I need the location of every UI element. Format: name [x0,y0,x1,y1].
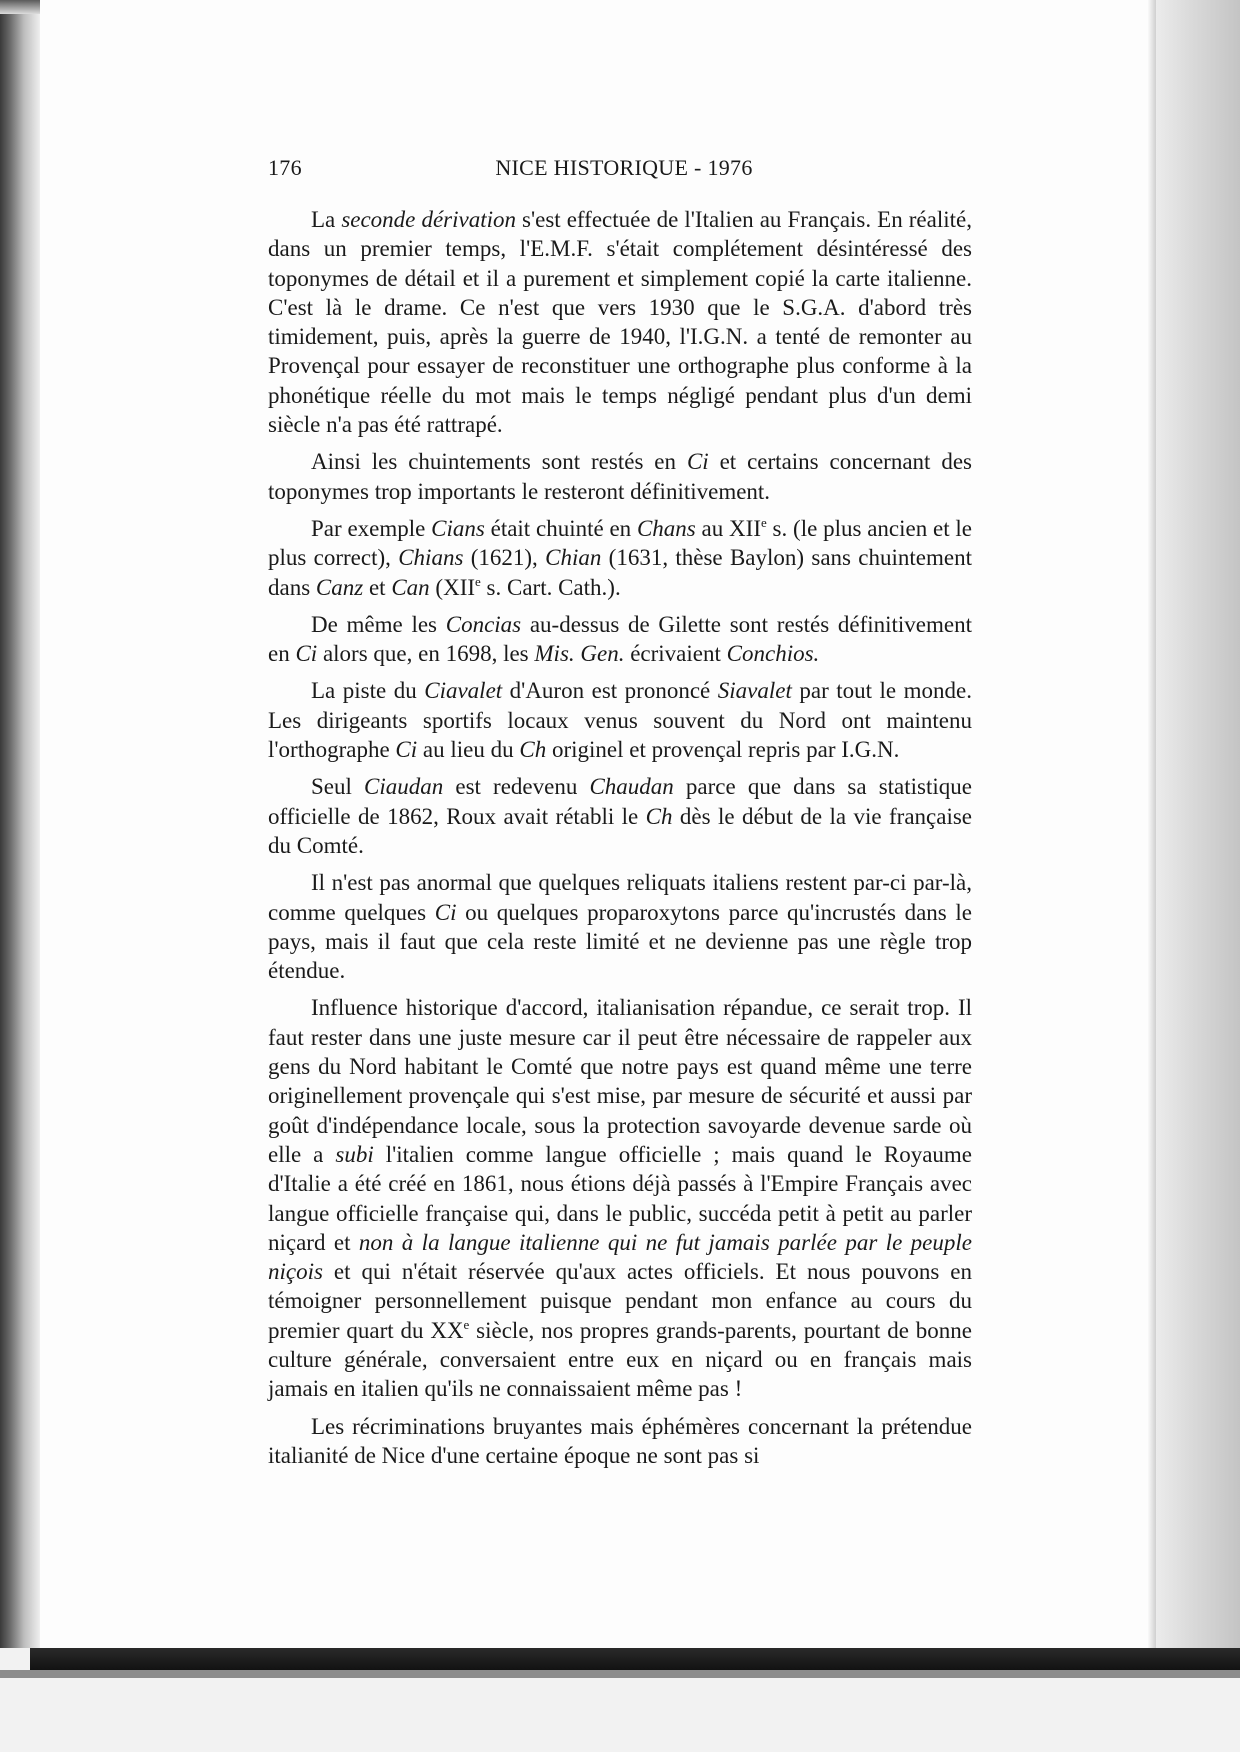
text-run: ou quelques proparoxytons parce qu'incrustés dans le pays, mais il faut que cela reste limité et ne devienne pas une règle trop étendue. [268,899,972,984]
text-run: s. (le plus ancien et le plus correct), [268,515,972,571]
paragraph [268,772,972,860]
text-run: au-dessus de Gilette sont restés définitivement en [268,611,972,667]
running-title: NICE HISTORIQUE - 1976 [495,155,753,180]
paragraph [268,447,972,506]
paragraph [268,993,972,1403]
text-run: Par exemple [311,515,432,541]
paragraph [268,1412,972,1471]
text-run: dès le début de la vie française du Comté. [268,803,972,858]
text-run: (XII [429,574,476,600]
text-run: s'est effectuée de l'Italien au Français. En réalité, dans un premier temps, l'E.M.F. s'était complétement désintéressé des toponymes de détail et il a purement et simplement copié la carte italienne. C'est là le drame. Ce n'est que vers 1930 que le S.G.A. d'abord très timidement, puis, après la guerre de 1940, l'I.G.N. a tenté de remonter au Provençal pour essayer de reconstituer une orthographe plus conforme à la phonétique réelle du mot mais le temps négligé pendant plus d'un demi siècle n'a pas été rattrapé. [268,207,972,438]
italic-text: Ciaudan [364,774,444,800]
italic-text: Can [391,574,430,600]
italic-text: Ci [395,737,418,763]
italic-text: Chans [636,515,696,541]
text-run: Il n'est pas anormal que quelques reliquats italiens restent par-ci par-là, comme quelques [268,870,972,925]
paragraph [268,514,972,602]
scan-bottom-edge [30,1648,1240,1670]
paragraph [268,676,972,764]
text-run: était chuinté en [484,515,637,541]
text-run: (1631, thèse Baylon) sans chuintement dans [268,545,972,600]
text-run: Les récriminations bruyantes mais éphémères concernant la prétendue italianité de Nice d'une certaine époque ne sont pas si [268,1413,972,1468]
page-edge [1148,0,1156,1648]
text-run: La [311,207,342,232]
text-run: s. Cart. Cath.). [480,574,621,600]
text-run: La piste du [311,678,425,704]
italic-text: Ch [519,737,547,763]
text-run: originel et provençal repris par I.G.N. [546,737,900,763]
text-run: (1621), [463,545,546,571]
scan-left-shadow [0,0,40,1752]
paragraph [268,868,972,985]
text-run: parce que dans sa statistique officielle de 1862, Roux avait rétabli le [268,774,972,829]
italic-text: Mis. Gen. [534,641,625,667]
text-run: écrivaient [624,641,727,667]
page-number: 176 [268,155,302,180]
scan-bottom-edge-shadow [0,1670,1240,1678]
paragraph [268,205,972,439]
text-run: Seul [311,774,365,800]
italic-text: Siavalet [717,678,792,704]
text-run: et [363,574,392,600]
body-text [268,205,972,1470]
text-run: De même les [311,611,446,637]
italic-text: Chian [545,545,602,571]
paragraph [268,610,972,669]
text-run: d'Auron est prononcé [502,678,718,704]
italic-text: Ci [295,641,318,667]
text-run: Influence historique d'accord, italianisation répandue, ce serait trop. Il faut rester dans une juste mesure car il peut être nécessaire de rappeler aux gens du Nord habitant le Comté que notre pays est quand même une terre originellement provençale qui s'est mise, par mesure de sécurité et aussi par goût d'indépendance locale, sous la protection savoyarde devenue sarde où elle a [268,995,972,1167]
text-run: alors que, en 1698, les [317,641,535,667]
superscript: e [475,573,481,589]
italic-text: Canz [315,574,364,600]
text-run: Ainsi les chuintements sont restés en [311,449,687,475]
text-run: est redevenu [443,774,590,800]
scan-right-margin [1155,0,1240,1752]
italic-text: non à la langue italienne qui ne fut jamais parlée par le peuple niçois [268,1229,972,1285]
italic-text: Chaudan [589,774,674,800]
text-run: l'italien comme langue officielle ; mais quand le Royaume d'Italie a été créé en 1861, nous étions déjà passés à l'Empire Français avec langue officielle française qui, dans le public, succéda petit à petit au parler niçard et [268,1141,973,1255]
text-run: et qui n'était réservée qu'aux actes officiels. Et nous pouvons en témoigner personnellement puisque pendant mon enfance au cours du premier quart du XX [268,1259,972,1343]
text-run: et certains concernant des toponymes trop importants le resteront définitivement. [268,449,972,504]
italic-text: seconde dérivation [341,207,516,232]
italic-text: Conchios. [726,641,820,667]
text-run: par tout le monde. Les dirigeants sportifs locaux venus souvent du Nord ont maintenu l'orthographe [268,678,972,763]
text-run: au XII [695,515,761,541]
superscript: e [760,514,767,530]
superscript: e [463,1316,470,1332]
page-header [268,155,972,185]
italic-text: subi [335,1141,374,1167]
text-run: siècle, nos propres grands-parents, pourtant de bonne culture générale, conversaient entre eux en niçard ou en français mais jamais en italien qu'ils ne connaissaient même pas ! [268,1317,973,1402]
italic-text: Concias [445,611,522,637]
italic-text: Chians [398,545,464,571]
italic-text: Ci [434,899,457,925]
italic-text: Cians [431,515,485,541]
italic-text: Ciavalet [424,678,503,704]
italic-text: Ci [686,449,709,475]
text-run: au lieu du [417,737,520,763]
italic-text: Ch [645,803,673,829]
